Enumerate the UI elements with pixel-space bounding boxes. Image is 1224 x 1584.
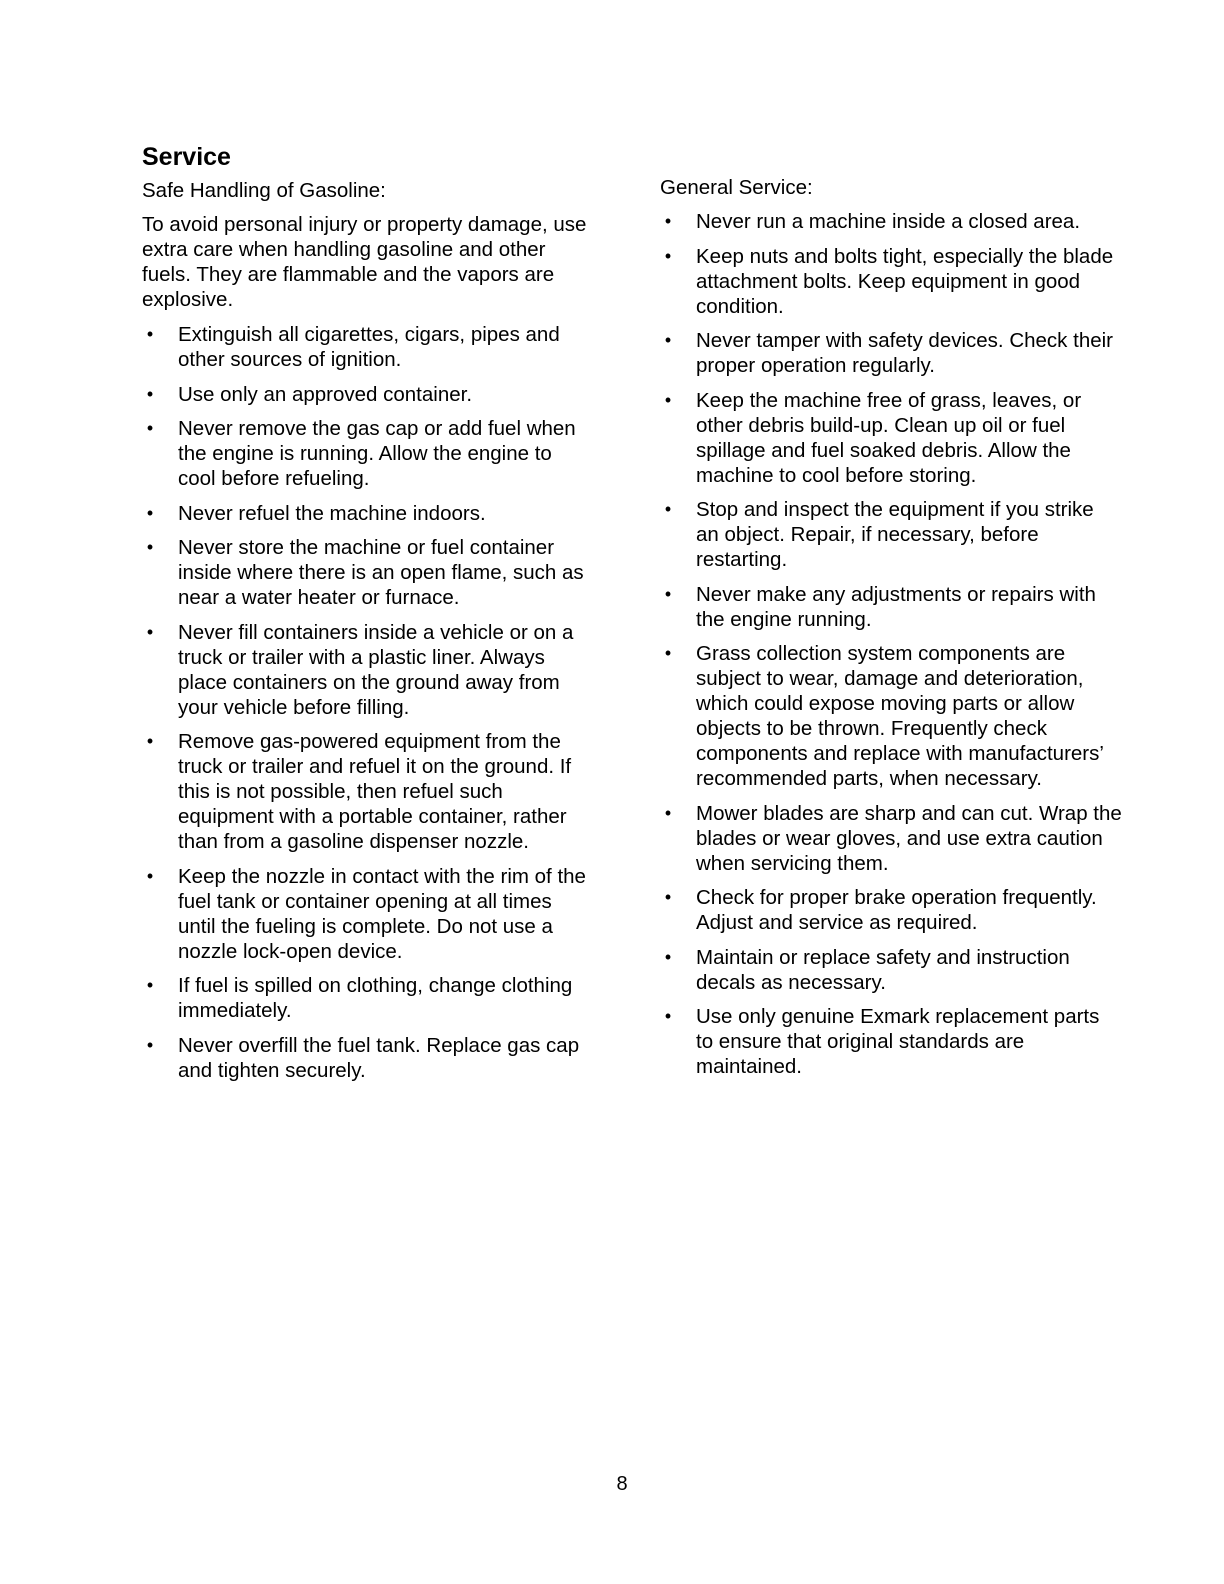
list-item <box>660 641 1122 791</box>
bullet-icon: • <box>664 583 672 604</box>
list-item-text: Never run a machine inside a closed area. <box>696 210 1081 233</box>
list-item <box>142 501 594 526</box>
bullet-icon: • <box>146 865 154 886</box>
list-item-text: Keep nuts and bolts tight, especially the blade attachment bolts. Keep equipment in good condition. <box>696 244 1114 318</box>
bullet-icon: • <box>664 389 672 410</box>
list-item-text: Stop and inspect the equipment if you strike an object. Repair, if necessary, before restarting. <box>696 498 1094 571</box>
list-item <box>660 244 1122 319</box>
list-item <box>142 535 594 610</box>
bullet-icon: • <box>664 330 672 350</box>
list-item-text: Keep the nozzle in contact with the rim of the fuel tank or container opening at all times until the fueling is complete. Do not use a nozzle lock-open device. <box>178 864 586 963</box>
list-item-text: Maintain or replace safety and instruction decals as necessary. <box>696 945 1070 994</box>
list-item <box>142 864 594 964</box>
list-item-text: Never store the machine or fuel container inside where there is an open flame, such as near a water heater or furnace. <box>178 536 584 609</box>
bullet-icon: • <box>664 245 672 266</box>
bullet-icon: • <box>664 802 672 823</box>
bullet-icon: • <box>146 383 154 404</box>
bullet-icon: • <box>146 418 154 438</box>
bullet-icon: • <box>664 1006 672 1026</box>
list-item <box>660 801 1122 876</box>
list-item <box>660 388 1122 488</box>
right-subheading: General Service: <box>660 176 813 199</box>
bullet-icon: • <box>146 621 154 642</box>
list-item <box>660 885 1122 935</box>
list-item <box>660 1004 1122 1079</box>
bullet-icon: • <box>146 731 154 751</box>
list-item-text: Use only genuine Exmark replacement parts to ensure that original standards are maintained. <box>696 1005 1100 1078</box>
page-number: 8 <box>616 1473 628 1495</box>
bullet-icon: • <box>146 537 154 557</box>
list-item-text: Check for proper brake operation frequently. Adjust and service as required. <box>696 886 1097 934</box>
list-item-text: If fuel is spilled on clothing, change clothing immediately. <box>178 974 573 1022</box>
bullet-icon: • <box>146 324 154 344</box>
bullet-icon: • <box>664 499 672 519</box>
list-item-text: Never overfill the fuel tank. Replace gas cap and tighten securely. <box>178 1033 580 1082</box>
list-item <box>660 209 1122 234</box>
bullet-icon: • <box>664 211 672 231</box>
general-service-list <box>660 209 1122 1089</box>
list-item <box>142 322 594 372</box>
bullet-icon: • <box>664 887 672 907</box>
list-item-text: Never refuel the machine indoors. <box>178 501 486 525</box>
list-item <box>660 328 1122 378</box>
bullet-icon: • <box>146 975 154 995</box>
list-item <box>142 1033 594 1083</box>
bullet-icon: • <box>146 502 154 523</box>
left-intro-paragraph: To avoid personal injury or property damage, use extra care when handling gasoline and other fuels. They are flammable and the vapors are explosive. <box>142 213 587 311</box>
bullet-icon: • <box>146 1034 154 1055</box>
list-item-text: Use only an approved container. <box>178 382 473 406</box>
list-item-text: Mower blades are sharp and can cut. Wrap the blades or wear gloves, and use extra caution when servicing them. <box>696 801 1122 875</box>
list-item <box>660 945 1122 995</box>
list-item <box>142 416 594 491</box>
section-heading: Service <box>142 143 231 171</box>
list-item-text: Never fill containers inside a vehicle or on a truck or trailer with a plastic liner. Always place containers on the ground away from your vehicle before filling. <box>178 620 574 719</box>
list-item-text: Keep the machine free of grass, leaves, or other debris build-up. Clean up oil or fuel spillage and fuel soaked debris. Allow the machine to cool before storing. <box>696 388 1082 487</box>
list-item-text: Never tamper with safety devices. Check their proper operation regularly. <box>696 329 1113 377</box>
list-item <box>660 582 1122 632</box>
list-item <box>142 382 594 407</box>
list-item <box>142 620 594 720</box>
list-item-text: Remove gas-powered equipment from the truck or trailer and refuel it on the ground. If this is not possible, then refuel such equipment with a portable container, rather than from a gasoline dispenser nozzle. <box>178 730 572 853</box>
left-subheading: Safe Handling of Gasoline: <box>142 179 386 202</box>
list-item <box>142 973 594 1023</box>
list-item-text: Extinguish all cigarettes, cigars, pipes and other sources of ignition. <box>178 323 560 371</box>
list-item <box>660 497 1122 572</box>
gasoline-safety-list <box>142 322 594 1092</box>
bullet-icon: • <box>664 946 672 967</box>
list-item-text: Never make any adjustments or repairs with the engine running. <box>696 582 1096 631</box>
list-item <box>142 729 594 854</box>
list-item-text: Never remove the gas cap or add fuel when the engine is running. Allow the engine to cool before refueling. <box>178 417 576 490</box>
list-item-text: Grass collection system components are subject to wear, damage and deterioration, which could expose moving parts or allow objects to be thrown. Frequently check components and replace with manufacturers’ recommended parts, when necessary. <box>696 642 1104 790</box>
bullet-icon: • <box>664 643 672 663</box>
